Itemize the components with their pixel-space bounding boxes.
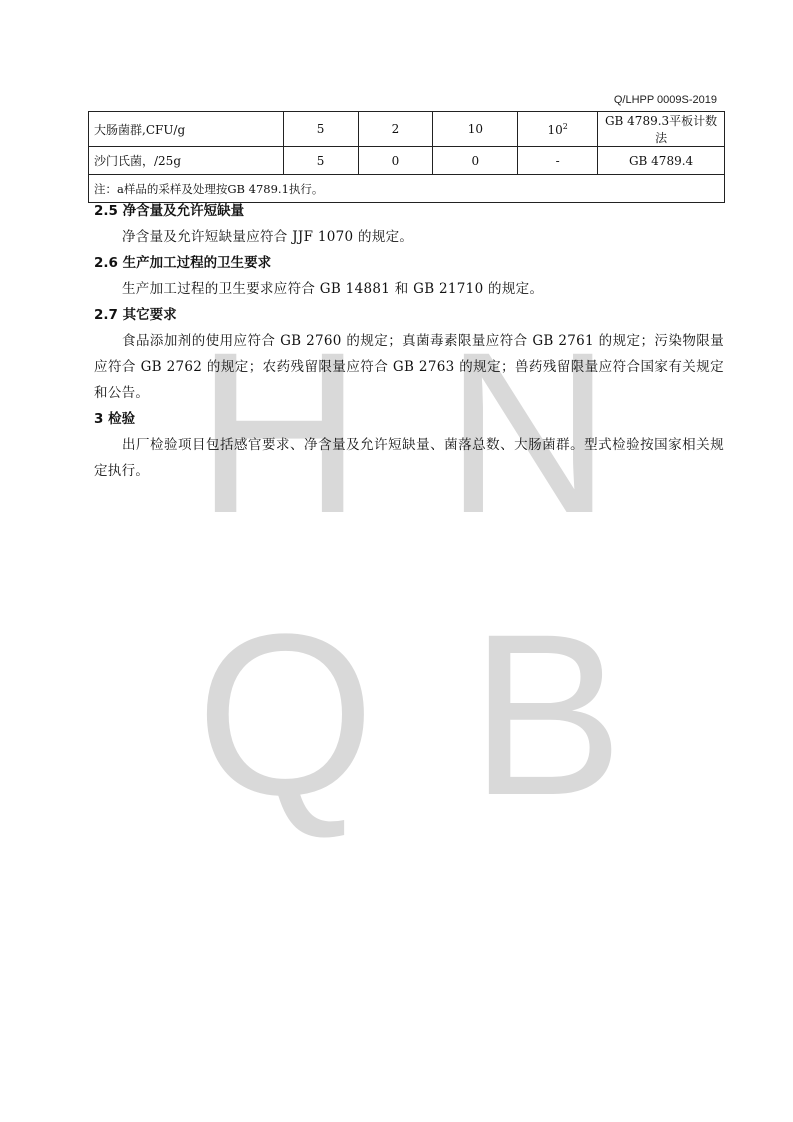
watermark-letter-n: N [445,304,612,561]
table-cell-n: 5 [283,112,358,147]
table-cell-item: 大肠菌群,CFU/g [89,112,284,147]
table-cell-method: GB 4789.3平板计数法 [598,112,725,147]
table-cell-n: 5 [283,147,358,175]
watermark-letter-h: H [196,304,363,561]
watermark-letter-b: B [470,586,624,843]
table-cell-m: 10 [433,112,518,147]
section-body-2-6: 生产加工过程的卫生要求应符合 GB 14881 和 GB 21710 的规定。 [122,281,544,297]
table-cell-method: GB 4789.4 [598,147,725,175]
table-cell-M: - [518,147,598,175]
section-heading-2-6: 2.6 生产加工过程的卫生要求 [94,255,272,271]
table-cell-M [518,112,598,147]
section-body-3: 出厂检验项目包括感官要求、净含量及允许短缺量、菌落总数、大肠菌群。型式检验按国家相关规定执行。 [94,437,724,479]
document-body [94,198,724,484]
table-cell-item: 沙门氏菌，/25g [89,147,284,175]
table-cell-c: 0 [358,147,433,175]
power-exponent: 2 [562,121,568,131]
section-heading-3: 3 检验 [94,411,136,427]
power-base: 10 [547,122,563,137]
table-row [89,112,725,147]
document-code: Q/LHPP 0009S-2019 [613,94,717,106]
table-cell-c: 2 [358,112,433,147]
microbial-limits-table [88,111,725,203]
section-body-2-7: 食品添加剂的使用应符合 GB 2760 的规定；真菌毒素限量应符合 GB 2761 的规定；污染物限量应符合 GB 2762 的规定；农药残留限量应符合 GB 2763 的规定；兽药残留限量应符合国家有关规定和公告。 [94,333,724,401]
table-row [89,147,725,175]
table-note: 注：a样品的采样及处理按GB 4789.1执行。 [89,175,725,203]
section-heading-2-5: 2.5 净含量及允许短缺量 [94,203,245,219]
table-cell-m: 0 [433,147,518,175]
section-heading-2-7: 2.7 其它要求 [94,307,177,323]
section-body-2-5: 净含量及允许短缺量应符合 JJF 1070 的规定。 [122,229,414,245]
watermark-letter-q: Q [196,586,375,843]
